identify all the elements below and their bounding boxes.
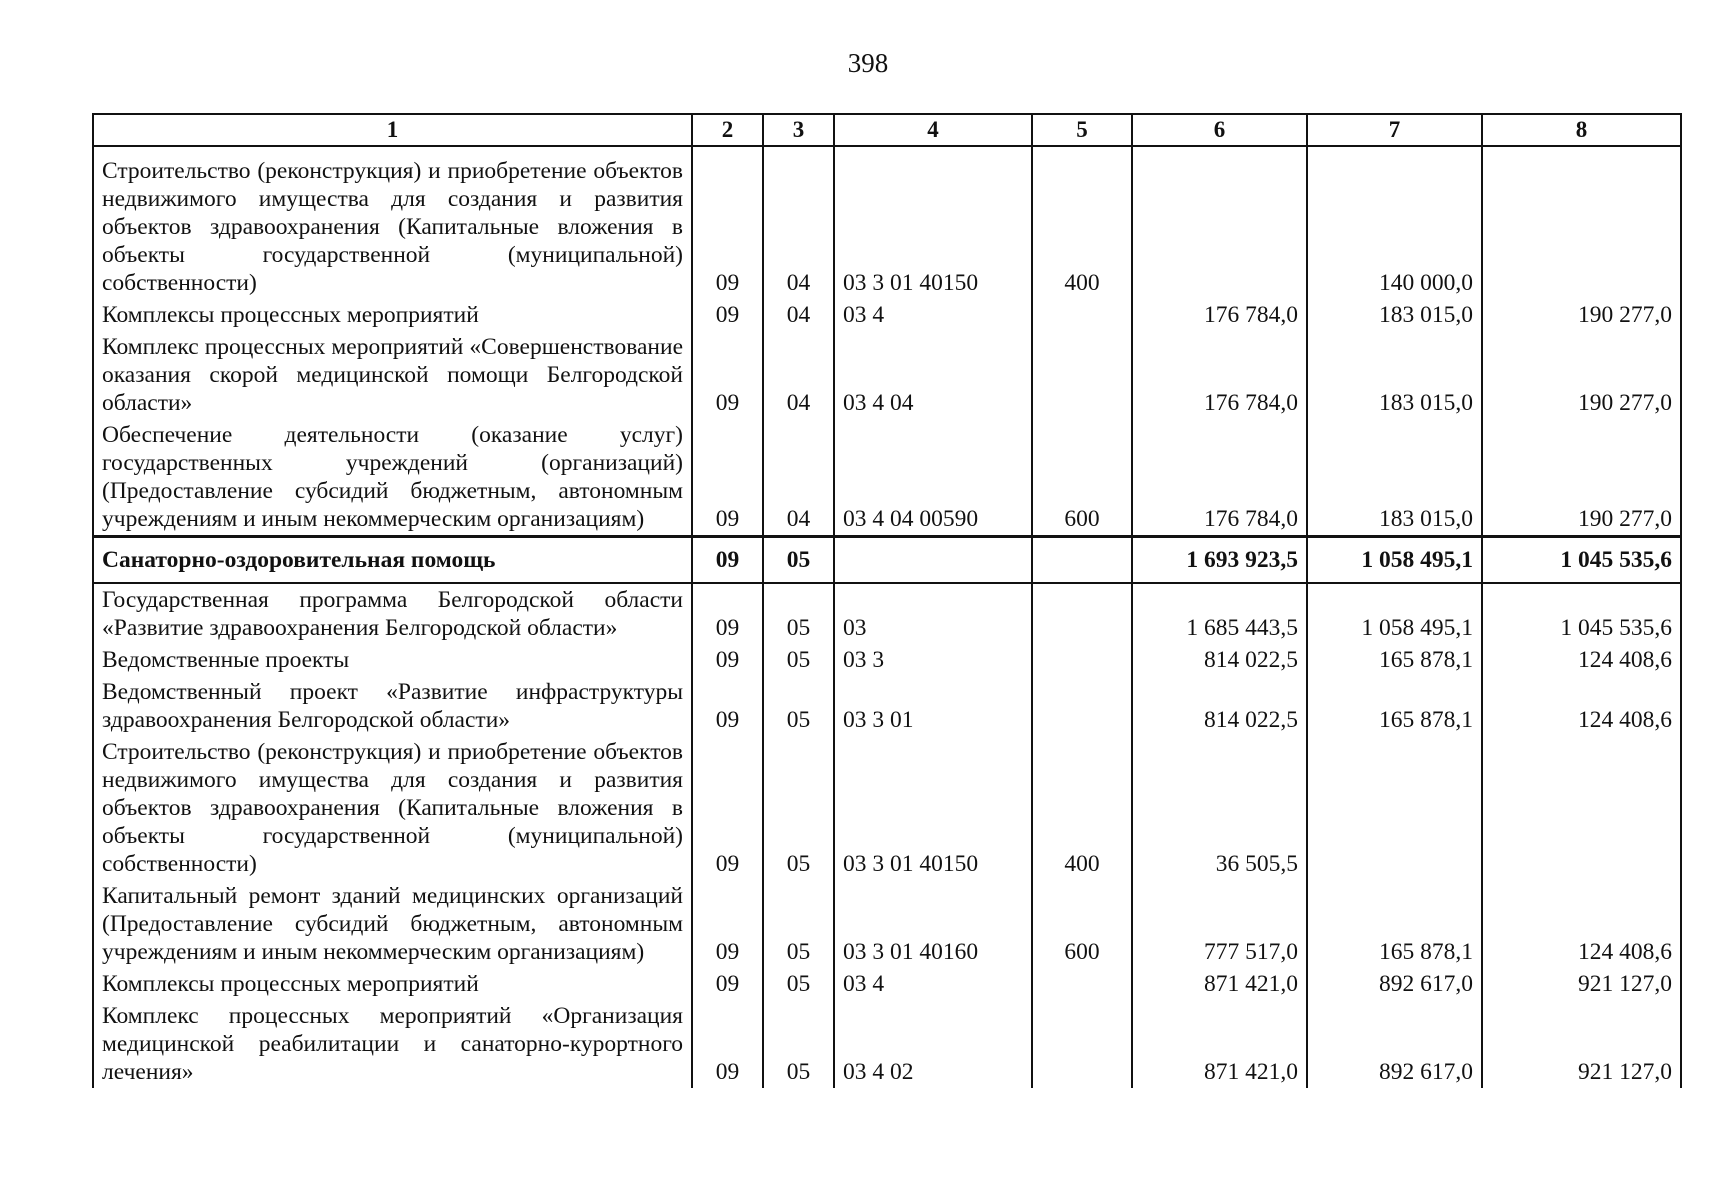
amount-col7-cell: 183 015,0 <box>1307 299 1482 331</box>
table-row <box>93 736 1681 880</box>
target-item-code-cell: 03 4 04 00590 <box>834 419 1032 537</box>
section-code-cell: 09 <box>692 676 763 736</box>
amount-col6-cell: 176 784,0 <box>1132 331 1307 419</box>
amount-col8-cell: 190 277,0 <box>1482 419 1681 537</box>
column-header: 2 <box>692 114 763 146</box>
section-code-cell: 09 <box>692 1000 763 1088</box>
expense-type-code-cell: 600 <box>1032 880 1132 968</box>
table-row <box>93 419 1681 537</box>
column-header: 5 <box>1032 114 1132 146</box>
row-name-cell: Комплексы процессных мероприятий <box>93 968 692 1000</box>
expense-type-code-cell <box>1032 537 1132 584</box>
amount-col7-cell: 165 878,1 <box>1307 644 1482 676</box>
amount-col8-cell: 124 408,6 <box>1482 880 1681 968</box>
amount-col6-cell: 814 022,5 <box>1132 676 1307 736</box>
subsection-code-cell: 04 <box>763 331 834 419</box>
table-row <box>93 968 1681 1000</box>
amount-col8-cell: 921 127,0 <box>1482 1000 1681 1088</box>
row-name-cell: Санаторно-оздоровительная помощь <box>93 537 692 584</box>
amount-col7-cell: 892 617,0 <box>1307 1000 1482 1088</box>
row-name-cell: Ведомственные проекты <box>93 644 692 676</box>
section-code-cell: 09 <box>692 583 763 644</box>
expense-type-code-cell <box>1032 676 1132 736</box>
amount-col6-cell: 176 784,0 <box>1132 419 1307 537</box>
expense-type-code-cell <box>1032 331 1132 419</box>
amount-col6-cell <box>1132 146 1307 299</box>
amount-col7-cell: 165 878,1 <box>1307 676 1482 736</box>
subsection-code-cell: 04 <box>763 299 834 331</box>
expense-type-code-cell <box>1032 968 1132 1000</box>
amount-col7-cell: 140 000,0 <box>1307 146 1482 299</box>
table-row <box>93 146 1681 299</box>
column-header: 7 <box>1307 114 1482 146</box>
column-header: 1 <box>93 114 692 146</box>
target-item-code-cell: 03 <box>834 583 1032 644</box>
expense-type-code-cell <box>1032 1000 1132 1088</box>
row-name-cell: Обеспечение деятельности (оказание услуг) государственных учреждений (организаций) (Предоставление субсидий бюджетным, автономным учреждениям и иным некоммерческим организациям) <box>93 419 692 537</box>
expense-type-code-cell: 400 <box>1032 736 1132 880</box>
subsection-code-cell: 05 <box>763 676 834 736</box>
table-row <box>93 1000 1681 1088</box>
amount-col7-cell: 183 015,0 <box>1307 331 1482 419</box>
section-code-cell: 09 <box>692 880 763 968</box>
subsection-code-cell: 05 <box>763 736 834 880</box>
target-item-code-cell: 03 3 01 40150 <box>834 146 1032 299</box>
column-header: 8 <box>1482 114 1681 146</box>
row-name-cell: Государственная программа Белгородской области «Развитие здравоохранения Белгородской области» <box>93 583 692 644</box>
amount-col8-cell: 921 127,0 <box>1482 968 1681 1000</box>
expense-type-code-cell <box>1032 583 1132 644</box>
row-name-cell: Комплекс процессных мероприятий «Совершенствование оказания скорой медицинской помощи Белгородской области» <box>93 331 692 419</box>
amount-col6-cell: 36 505,5 <box>1132 736 1307 880</box>
subsection-code-cell: 05 <box>763 644 834 676</box>
target-item-code-cell <box>834 537 1032 584</box>
column-header: 6 <box>1132 114 1307 146</box>
subsection-code-cell: 05 <box>763 880 834 968</box>
amount-col6-cell: 871 421,0 <box>1132 1000 1307 1088</box>
expense-type-code-cell: 400 <box>1032 146 1132 299</box>
column-header: 3 <box>763 114 834 146</box>
amount-col7-cell: 892 617,0 <box>1307 968 1482 1000</box>
column-header: 4 <box>834 114 1032 146</box>
section-code-cell: 09 <box>692 736 763 880</box>
expense-type-code-cell <box>1032 299 1132 331</box>
target-item-code-cell: 03 4 <box>834 299 1032 331</box>
table-body <box>93 146 1681 1088</box>
section-code-cell: 09 <box>692 537 763 584</box>
amount-col6-cell: 176 784,0 <box>1132 299 1307 331</box>
row-name-cell: Строительство (реконструкция) и приобретение объектов недвижимого имущества для создания и развития объектов здравоохранения (Капитальные вложения в объекты государственной (муниципальной) собственности) <box>93 146 692 299</box>
target-item-code-cell: 03 4 04 <box>834 331 1032 419</box>
amount-col7-cell: 1 058 495,1 <box>1307 537 1482 584</box>
amount-col7-cell: 1 058 495,1 <box>1307 583 1482 644</box>
amount-col8-cell: 124 408,6 <box>1482 676 1681 736</box>
amount-col8-cell: 1 045 535,6 <box>1482 583 1681 644</box>
subsection-code-cell: 05 <box>763 537 834 584</box>
subsection-code-cell: 05 <box>763 1000 834 1088</box>
section-code-cell: 09 <box>692 644 763 676</box>
amount-col8-cell: 124 408,6 <box>1482 644 1681 676</box>
table-row <box>93 880 1681 968</box>
expense-type-code-cell <box>1032 644 1132 676</box>
subsection-code-cell: 04 <box>763 146 834 299</box>
header-row <box>93 114 1681 146</box>
section-code-cell: 09 <box>692 968 763 1000</box>
target-item-code-cell: 03 3 <box>834 644 1032 676</box>
section-code-cell: 09 <box>692 299 763 331</box>
amount-col7-cell: 183 015,0 <box>1307 419 1482 537</box>
amount-col6-cell: 814 022,5 <box>1132 644 1307 676</box>
subsection-code-cell: 05 <box>763 968 834 1000</box>
row-name-cell: Ведомственный проект «Развитие инфраструктуры здравоохранения Белгородской области» <box>93 676 692 736</box>
section-code-cell: 09 <box>692 331 763 419</box>
row-name-cell: Комплекс процессных мероприятий «Организация медицинской реабилитации и санаторно-курортного лечения» <box>93 1000 692 1088</box>
row-name-cell: Строительство (реконструкция) и приобретение объектов недвижимого имущества для создания и развития объектов здравоохранения (Капитальные вложения в объекты государственной (муниципальной) собственности) <box>93 736 692 880</box>
section-code-cell: 09 <box>692 419 763 537</box>
target-item-code-cell: 03 3 01 40150 <box>834 736 1032 880</box>
target-item-code-cell: 03 4 <box>834 968 1032 1000</box>
amount-col7-cell <box>1307 736 1482 880</box>
target-item-code-cell: 03 4 02 <box>834 1000 1032 1088</box>
table-row <box>93 331 1681 419</box>
amount-col8-cell <box>1482 736 1681 880</box>
table-row <box>93 644 1681 676</box>
row-name-cell: Комплексы процессных мероприятий <box>93 299 692 331</box>
amount-col6-cell: 777 517,0 <box>1132 880 1307 968</box>
table-row <box>93 676 1681 736</box>
amount-col8-cell: 190 277,0 <box>1482 299 1681 331</box>
amount-col7-cell: 165 878,1 <box>1307 880 1482 968</box>
section-heading-row <box>93 537 1681 584</box>
budget-table <box>92 113 1682 1088</box>
table-row <box>93 299 1681 331</box>
amount-col8-cell: 1 045 535,6 <box>1482 537 1681 584</box>
subsection-code-cell: 04 <box>763 419 834 537</box>
amount-col6-cell: 1 693 923,5 <box>1132 537 1307 584</box>
row-name-cell: Капитальный ремонт зданий медицинских организаций (Предоставление субсидий бюджетным, автономным учреждениям и иным некоммерческим организациям) <box>93 880 692 968</box>
amount-col6-cell: 871 421,0 <box>1132 968 1307 1000</box>
subsection-code-cell: 05 <box>763 583 834 644</box>
target-item-code-cell: 03 3 01 40160 <box>834 880 1032 968</box>
section-code-cell: 09 <box>692 146 763 299</box>
amount-col8-cell: 190 277,0 <box>1482 331 1681 419</box>
expense-type-code-cell: 600 <box>1032 419 1132 537</box>
amount-col6-cell: 1 685 443,5 <box>1132 583 1307 644</box>
amount-col8-cell <box>1482 146 1681 299</box>
page-number: 398 <box>847 48 889 78</box>
table-row <box>93 583 1681 644</box>
target-item-code-cell: 03 3 01 <box>834 676 1032 736</box>
